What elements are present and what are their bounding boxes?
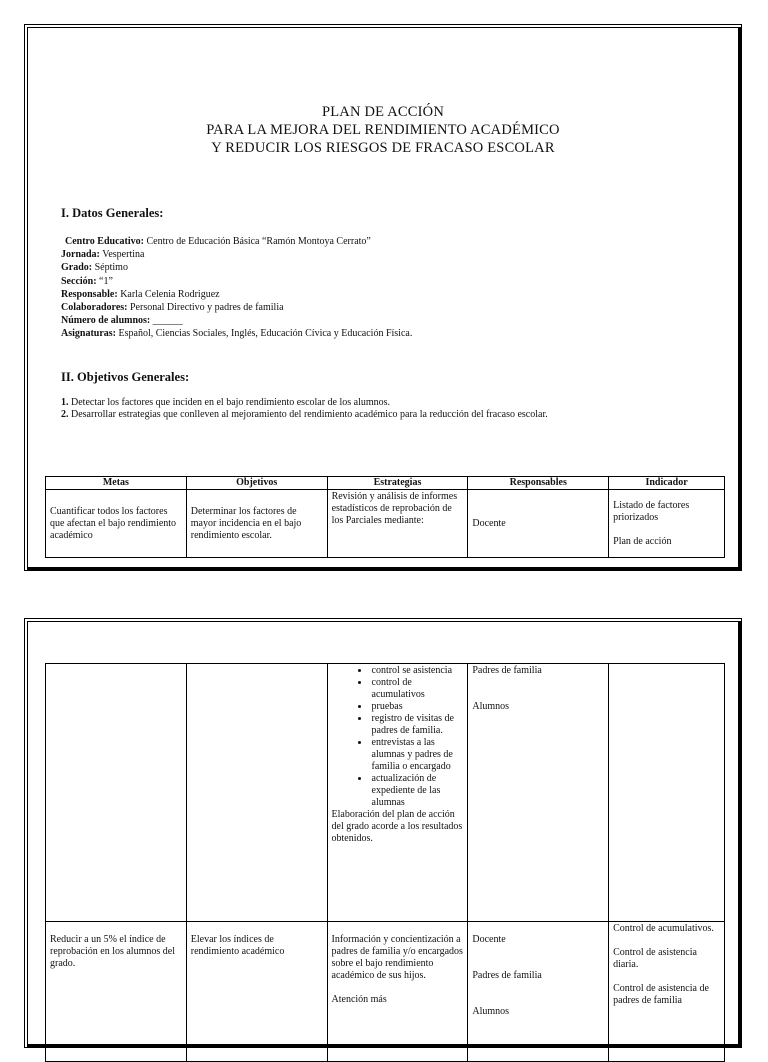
document-title bbox=[25, 103, 741, 157]
cell-estrategia bbox=[327, 664, 468, 922]
field-jornada bbox=[61, 248, 412, 261]
indicator-text: Control de asistencia diaria. bbox=[613, 947, 697, 970]
document-page-1 bbox=[24, 24, 742, 571]
header-objetivos: Objetivos bbox=[186, 477, 327, 490]
field-value: ______ bbox=[150, 315, 183, 327]
strategy-text: Información y concientización a padres de familia y/o encargados sobre el bajo rendimiento académico de sus hijos. bbox=[331, 934, 463, 981]
indicator-text: Control de acumulativos. bbox=[613, 923, 714, 934]
cell-objetivo bbox=[186, 664, 327, 922]
header-metas: Metas bbox=[46, 477, 187, 490]
section-heading-objetivos-generales: II. Objetivos Generales: bbox=[61, 370, 190, 384]
list-item: • registro de visitas de padres de familia. bbox=[370, 713, 464, 737]
objective-item bbox=[61, 409, 548, 421]
cell-responsable: Docente bbox=[468, 490, 609, 558]
list-item: • pruebas bbox=[370, 701, 464, 713]
field-label: Número de alumnos: bbox=[61, 315, 151, 327]
list-item: • actualización de expediente de las alumnas bbox=[370, 773, 464, 809]
field-value: Centro de Educación Básica “Ramón Montoya Cerrato” bbox=[143, 236, 371, 247]
field-value: Español, Ciencias Sociales, Inglés, Educación Cívica y Educación Física. bbox=[116, 328, 413, 340]
objective-text: Detectar los factores que inciden en el bajo rendimiento escolar de los alumnos. bbox=[68, 397, 391, 408]
cell-responsable bbox=[468, 922, 609, 1062]
strategy-text: Atención más bbox=[331, 994, 387, 1005]
cell-objetivo: Elevar los índices de rendimiento académico bbox=[186, 922, 327, 1062]
header-responsables: Responsables bbox=[468, 477, 609, 490]
responsible-text: Alumnos bbox=[472, 701, 510, 712]
field-grado bbox=[61, 261, 412, 274]
cell-estrategia: Revisión y análisis de informes estadísticos de reprobación de los Parciales mediante: bbox=[327, 490, 468, 558]
field-label: Responsable: bbox=[61, 288, 118, 300]
field-value: Karla Celenia Rodriguez bbox=[117, 288, 220, 300]
field-value: Personal Directivo y padres de familia bbox=[127, 302, 284, 314]
objective-item bbox=[61, 397, 548, 409]
strategy-text: Elaboración del plan de acción del grado acorde a los resultados obtenidos. bbox=[331, 809, 463, 844]
list-item: • entrevistas a las alumnas y padres de familia o encargado bbox=[370, 737, 464, 773]
field-seccion bbox=[61, 275, 412, 288]
field-label: Asignaturas: bbox=[61, 328, 117, 340]
title-line-2: PARA LA MEJORA DEL RENDIMIENTO ACADÉMICO bbox=[206, 122, 560, 138]
field-label: Grado: bbox=[61, 262, 93, 274]
field-colaboradores bbox=[61, 301, 412, 314]
title-line-1: PLAN DE ACCIÓN bbox=[321, 104, 445, 120]
cell-estrategia bbox=[327, 922, 468, 1062]
indicator-text: Control de asistencia de padres de familia bbox=[613, 983, 709, 1006]
cell-indicador bbox=[609, 922, 725, 1062]
table-row bbox=[46, 490, 725, 558]
indicator-text: Listado de factores priorizados bbox=[613, 499, 690, 523]
table-row bbox=[46, 664, 725, 922]
field-responsable bbox=[61, 288, 412, 301]
table-header-row bbox=[46, 477, 725, 490]
field-asignaturas bbox=[61, 327, 412, 340]
field-label: Centro Educativo: bbox=[65, 236, 144, 247]
objectives-list bbox=[61, 397, 548, 421]
section-heading-datos-generales: I. Datos Generales: bbox=[61, 206, 164, 220]
field-value: Séptimo bbox=[92, 262, 128, 274]
field-label: Jornada: bbox=[61, 249, 100, 261]
list-item: • control de acumulativos bbox=[370, 677, 464, 701]
cell-objetivo: Determinar los factores de mayor incidencia en el bajo rendimiento escolar. bbox=[186, 490, 327, 558]
cell-responsable bbox=[468, 664, 609, 922]
general-data-list bbox=[61, 235, 412, 341]
indicator-text: Plan de acción bbox=[613, 535, 672, 547]
field-numero-alumnos bbox=[61, 314, 412, 327]
cell-meta bbox=[46, 664, 187, 922]
document-page-2 bbox=[24, 618, 742, 1048]
field-label: Colaboradores: bbox=[61, 302, 128, 314]
objective-number: 2. bbox=[61, 409, 69, 420]
title-line-3: Y REDUCIR LOS RIESGOS DE FRACASO ESCOLAR bbox=[211, 140, 555, 156]
cell-indicador bbox=[609, 664, 725, 922]
cell-meta: Reducir a un 5% el índice de reprobación en los alumnos del grado. bbox=[46, 922, 187, 1062]
strategy-bullet-list bbox=[332, 665, 464, 809]
objective-number: 1. bbox=[61, 397, 69, 408]
field-centro-educativo bbox=[61, 235, 412, 248]
header-indicador: Indicador bbox=[609, 477, 725, 490]
responsible-text: Alumnos bbox=[472, 1006, 510, 1017]
field-value: “1” bbox=[96, 275, 113, 287]
field-value: Vespertina bbox=[99, 249, 145, 261]
list-item: • control se asistencia bbox=[370, 665, 464, 677]
action-plan-table bbox=[45, 476, 725, 558]
responsible-text: Docente bbox=[472, 934, 506, 945]
cell-meta: Cuantificar todos los factores que afectan el bajo rendimiento académico bbox=[46, 490, 187, 558]
cell-indicador bbox=[609, 490, 725, 558]
table-row bbox=[46, 922, 725, 1062]
action-plan-table-continued bbox=[45, 663, 725, 1062]
responsible-text: Padres de familia bbox=[472, 970, 542, 981]
objective-text: Desarrollar estrategias que conlleven al mejoramiento del rendimiento académico para la reducción del fracaso escolar. bbox=[68, 409, 548, 420]
header-estrategias: Estrategias bbox=[327, 477, 468, 490]
field-label: Sección: bbox=[61, 275, 97, 287]
responsible-text: Padres de familia bbox=[472, 665, 542, 676]
